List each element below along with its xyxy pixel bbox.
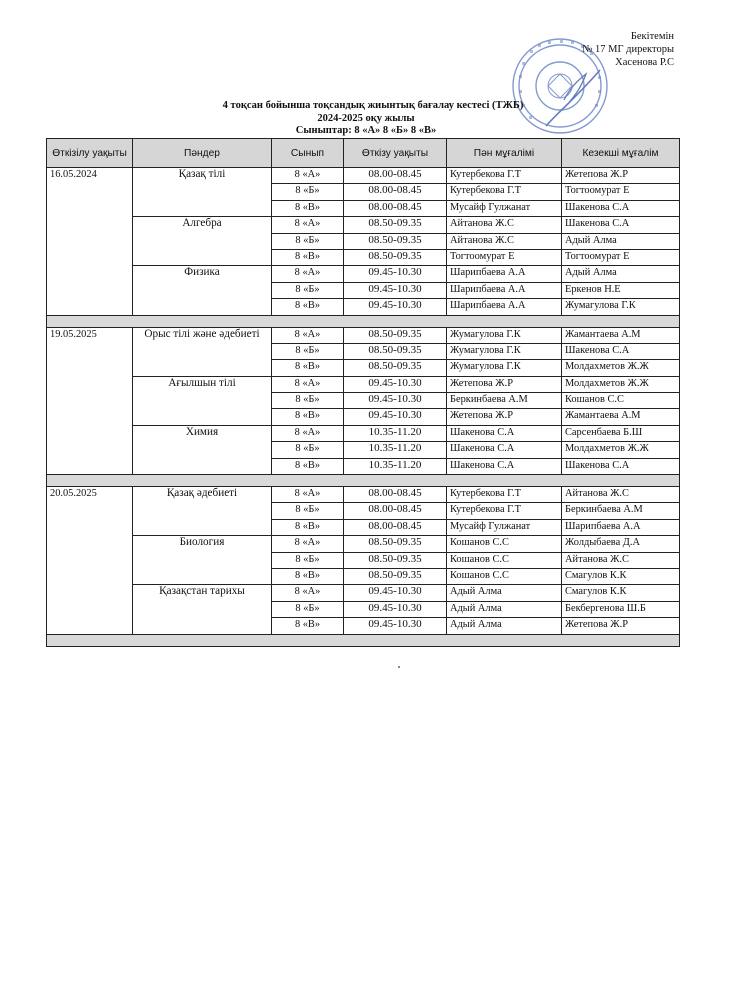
duty-teacher-cell: Шакенова С.А [562,200,680,216]
exam-date: 20.05.2025 [47,487,133,635]
class-cell: 8 «Б» [272,233,344,249]
schedule-table [46,138,680,647]
subject-teacher-cell: Шакенова С.А [447,458,562,474]
table-row [47,536,680,552]
duty-teacher-cell: Жолдыбаева Д.А [562,536,680,552]
subject-teacher-cell: Шарипбаева А.А [447,266,562,282]
class-cell: 8 «А» [272,585,344,601]
time-cell: 09.45-10.30 [344,585,447,601]
duty-teacher-cell: Беркинбаева А.М [562,503,680,519]
class-cell: 8 «А» [272,266,344,282]
class-cell: 8 «В» [272,458,344,474]
col-header-time: Өткізу уақыты [344,139,447,168]
subject-teacher-cell: Жумагулова Г.К [447,360,562,376]
subject-teacher-cell: Кошанов С.С [447,536,562,552]
time-cell: 08.50-09.35 [344,536,447,552]
time-cell: 08.00-08.45 [344,168,447,184]
time-cell: 08.50-09.35 [344,217,447,233]
table-header-row [47,139,680,168]
time-cell: 08.50-09.35 [344,343,447,359]
duty-teacher-cell: Еркенов Н.Е [562,282,680,298]
duty-teacher-cell: Молдахметов Ж.Ж [562,442,680,458]
subject-teacher-cell: Шакенова С.А [447,442,562,458]
table-row [47,585,680,601]
time-cell: 08.00-08.45 [344,200,447,216]
subject-teacher-cell: Адый Алма [447,618,562,634]
class-cell: 8 «Б» [272,343,344,359]
class-cell: 8 «Б» [272,184,344,200]
table-row [47,425,680,441]
approval-block [582,30,674,69]
table-row [47,266,680,282]
duty-teacher-cell: Кошанов С.С [562,393,680,409]
subject-teacher-cell: Кошанов С.С [447,552,562,568]
exam-date: 16.05.2024 [47,168,133,316]
subject-name: Қазақ әдебиеті [133,487,272,536]
time-cell: 09.45-10.30 [344,409,447,425]
time-cell: 08.50-09.35 [344,568,447,584]
duty-teacher-cell: Тогтоомурат Е [562,184,680,200]
subject-teacher-cell: Беркинбаева А.М [447,393,562,409]
time-cell: 08.00-08.45 [344,184,447,200]
class-cell: 8 «А» [272,217,344,233]
time-cell: 10.35-11.20 [344,458,447,474]
subject-name: Орыс тілі және әдебиеті [133,327,272,376]
time-cell: 09.45-10.30 [344,376,447,392]
subject-teacher-cell: Адый Алма [447,585,562,601]
time-cell: 09.45-10.30 [344,601,447,617]
table-row [47,327,680,343]
separator-cell [47,634,680,646]
class-cell: 8 «В» [272,249,344,265]
time-cell: 08.50-09.35 [344,360,447,376]
approval-line-name: Хасенова Р.С [615,57,674,68]
exam-date: 19.05.2025 [47,327,133,475]
subject-teacher-cell: Шакенова С.А [447,425,562,441]
class-cell: 8 «В» [272,618,344,634]
subject-teacher-cell: Адый Алма [447,601,562,617]
duty-teacher-cell: Жамантаева А.М [562,409,680,425]
subject-teacher-cell: Шарипбаева А.А [447,299,562,315]
subject-name: Химия [133,425,272,474]
time-cell: 08.00-08.45 [344,503,447,519]
time-cell: 08.50-09.35 [344,233,447,249]
class-cell: 8 «А» [272,425,344,441]
duty-teacher-cell: Айтанова Ж.С [562,552,680,568]
duty-teacher-cell: Шакенова С.А [562,217,680,233]
date-separator-row [47,315,680,327]
date-separator-row [47,475,680,487]
subject-teacher-cell: Кутербекова Г.Т [447,487,562,503]
subject-teacher-cell: Жетепова Ж.Р [447,376,562,392]
time-cell: 08.00-08.45 [344,519,447,535]
class-cell: 8 «В» [272,360,344,376]
date-separator-row [47,634,680,646]
duty-teacher-cell: Шарипбаева А.А [562,519,680,535]
approval-line-approve: Бекітемін [630,31,674,42]
subject-teacher-cell: Жумагулова Г.К [447,343,562,359]
duty-teacher-cell: Жетепова Ж.Р [562,618,680,634]
subject-teacher-cell: Мусайф Гулжанат [447,519,562,535]
subject-teacher-cell: Кошанов С.С [447,568,562,584]
class-cell: 8 «А» [272,168,344,184]
class-cell: 8 «А» [272,536,344,552]
subject-name: Физика [133,266,272,315]
time-cell: 09.45-10.30 [344,393,447,409]
subject-name: Қазақ тілі [133,168,272,217]
time-cell: 09.45-10.30 [344,282,447,298]
class-list: Сыныптар: 8 «А» 8 «Б» 8 «В» [295,125,437,136]
subject-name: Алгебра [133,217,272,266]
subject-teacher-cell: Жумагулова Г.К [447,327,562,343]
col-header-class: Сынып [272,139,344,168]
class-cell: 8 «В» [272,568,344,584]
col-header-subject: Пәндер [133,139,272,168]
subject-teacher-cell: Мусайф Гулжанат [447,200,562,216]
class-cell: 8 «Б» [272,552,344,568]
table-row [47,168,680,184]
duty-teacher-cell: Адый Алма [562,233,680,249]
duty-teacher-cell: Жамантаева А.М [562,327,680,343]
class-cell: 8 «Б» [272,503,344,519]
duty-teacher-cell: Жумагулова Г.К [562,299,680,315]
time-cell: 10.35-11.20 [344,442,447,458]
academic-year: 2024-2025 оқу жылы [317,112,415,124]
subject-teacher-cell: Шарипбаева А.А [447,282,562,298]
duty-teacher-cell: Шакенова С.А [562,343,680,359]
separator-cell [47,475,680,487]
duty-teacher-cell: Сарсенбаева Б.Ш [562,425,680,441]
approval-line-director: № 17 МГ директоры [582,44,674,55]
subject-name: Биология [133,536,272,585]
document-header [0,100,732,138]
subject-name: Ағылшын тілі [133,376,272,425]
duty-teacher-cell: Жетепова Ж.Р [562,168,680,184]
class-cell: 8 «В» [272,299,344,315]
duty-teacher-cell: Бекбергенова Ш.Б [562,601,680,617]
time-cell: 08.50-09.35 [344,552,447,568]
class-cell: 8 «Б» [272,393,344,409]
document-title: 4 тоқсан бойынша тоқсандық жиынтық бағалау кестесі (ТЖБ) [222,100,524,111]
subject-teacher-cell: Жетепова Ж.Р [447,409,562,425]
subject-teacher-cell: Кутербекова Г.Т [447,168,562,184]
table-row [47,376,680,392]
class-cell: 8 «В» [272,200,344,216]
duty-teacher-cell: Молдахметов Ж.Ж [562,360,680,376]
subject-teacher-cell: Кутербекова Г.Т [447,184,562,200]
class-cell: 8 «В» [272,519,344,535]
scan-speck [398,666,400,668]
class-cell: 8 «А» [272,487,344,503]
time-cell: 09.45-10.30 [344,299,447,315]
subject-teacher-cell: Айтанова Ж.С [447,233,562,249]
subject-teacher-cell: Айтанова Ж.С [447,217,562,233]
col-header-subject-teacher: Пән мұғалімі [447,139,562,168]
time-cell: 09.45-10.30 [344,266,447,282]
class-cell: 8 «Б» [272,442,344,458]
col-header-date: Өткізілу уақыты [47,139,133,168]
subject-name: Қазақстан тарихы [133,585,272,634]
duty-teacher-cell: Молдахметов Ж.Ж [562,376,680,392]
time-cell: 10.35-11.20 [344,425,447,441]
time-cell: 08.00-08.45 [344,487,447,503]
subject-teacher-cell: Тогтоомурат Е [447,249,562,265]
time-cell: 08.50-09.35 [344,249,447,265]
time-cell: 08.50-09.35 [344,327,447,343]
table-row [47,487,680,503]
duty-teacher-cell: Тогтоомурат Е [562,249,680,265]
table-row [47,217,680,233]
duty-teacher-cell: Смагулов К.К [562,585,680,601]
time-cell: 09.45-10.30 [344,618,447,634]
class-cell: 8 «А» [272,376,344,392]
class-cell: 8 «А» [272,327,344,343]
separator-cell [47,315,680,327]
class-cell: 8 «Б» [272,601,344,617]
class-cell: 8 «В» [272,409,344,425]
duty-teacher-cell: Смагулов К.К [562,568,680,584]
duty-teacher-cell: Айтанова Ж.С [562,487,680,503]
col-header-duty-teacher: Кезекші мұғалім [562,139,680,168]
duty-teacher-cell: Адый Алма [562,266,680,282]
class-cell: 8 «Б» [272,282,344,298]
subject-teacher-cell: Кутербекова Г.Т [447,503,562,519]
duty-teacher-cell: Шакенова С.А [562,458,680,474]
